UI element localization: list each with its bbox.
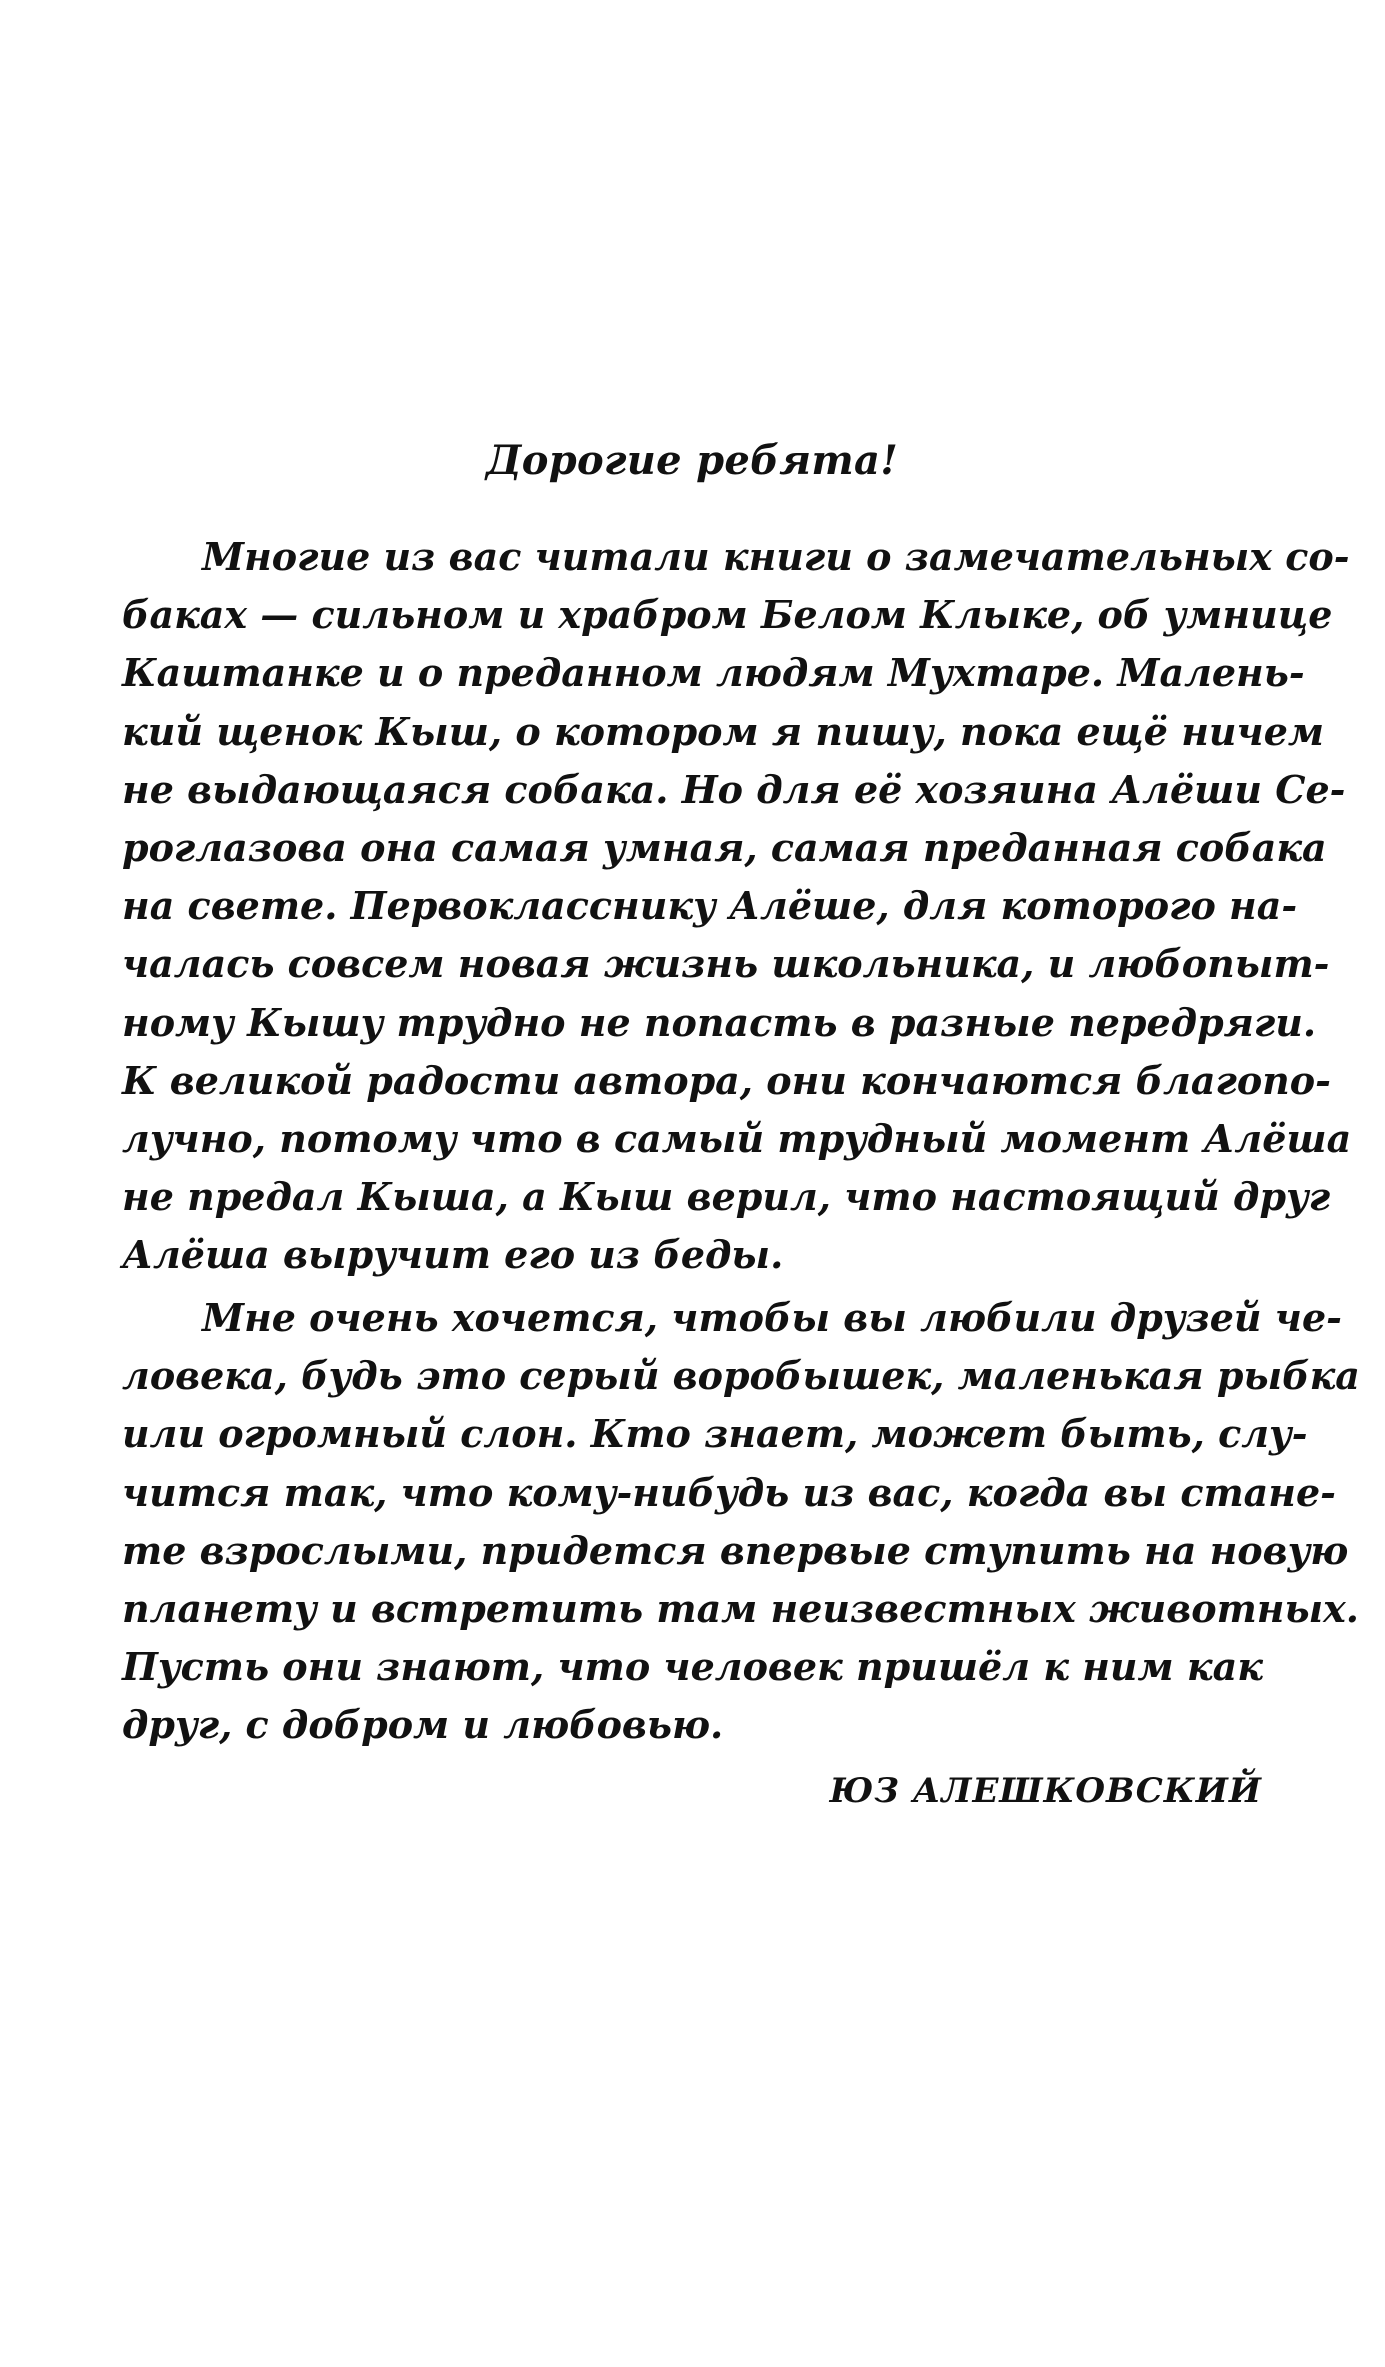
text-line: ловека, будь это серый воробышек, маленькая рыбка <box>122 1353 1360 1399</box>
text-line: лучно, потому что в самый трудный момент Алёша <box>122 1115 1352 1161</box>
text-line: планету и встретить там неизвестных животных. <box>122 1585 1360 1631</box>
text-line: не предал Кыша, а Кыш верил, что настоящий друг <box>122 1174 1331 1220</box>
text-line: или огромный слон. Кто знает, может быть, слу- <box>122 1411 1308 1457</box>
author-signature: ЮЗ АЛЕШКОВСКИЙ <box>829 1771 1262 1811</box>
text-line: чалась совсем новая жизнь школьника, и любопыт- <box>122 941 1330 987</box>
paragraph-1 <box>122 528 1352 1284</box>
text-line: кий щенок Кыш, о котором я пишу, пока ещё ничем <box>122 708 1324 754</box>
text-line: баках — сильном и храбром Белом Клыке, об умнице <box>122 592 1333 638</box>
paragraph-2 <box>122 1289 1360 1755</box>
text-line: роглазова она самая умная, самая преданная собака <box>122 824 1327 870</box>
text-line: Алёша выручит его из беды. <box>122 1232 784 1278</box>
text-line: ному Кышу трудно не попасть в разные передряги. <box>122 999 1317 1045</box>
text-line: друг, с добром и любовью. <box>122 1702 724 1748</box>
text-line: К великой радости автора, они кончаются благопо- <box>122 1057 1331 1103</box>
text-line: не выдающаяся собака. Но для её хозяина Алёши Се- <box>122 766 1346 812</box>
text-line: чится так, что кому-нибудь из вас, когда вы стане- <box>122 1469 1336 1515</box>
text-line: Многие из вас читали книги о замечательных со- <box>202 534 1350 579</box>
page-heading: Дорогие ребята! <box>485 437 899 484</box>
text-line: те взрослыми, придется впервые ступить на новую <box>122 1527 1349 1573</box>
text-line: на свете. Первокласснику Алёше, для которого на- <box>122 883 1298 929</box>
text-line: Каштанке и о преданном людям Мухтаре. Малень- <box>122 650 1305 696</box>
text-line: Пусть они знают, что человек пришёл к ним как <box>122 1644 1263 1690</box>
text-line: Мне очень хочется, чтобы вы любили друзей че- <box>202 1295 1342 1340</box>
